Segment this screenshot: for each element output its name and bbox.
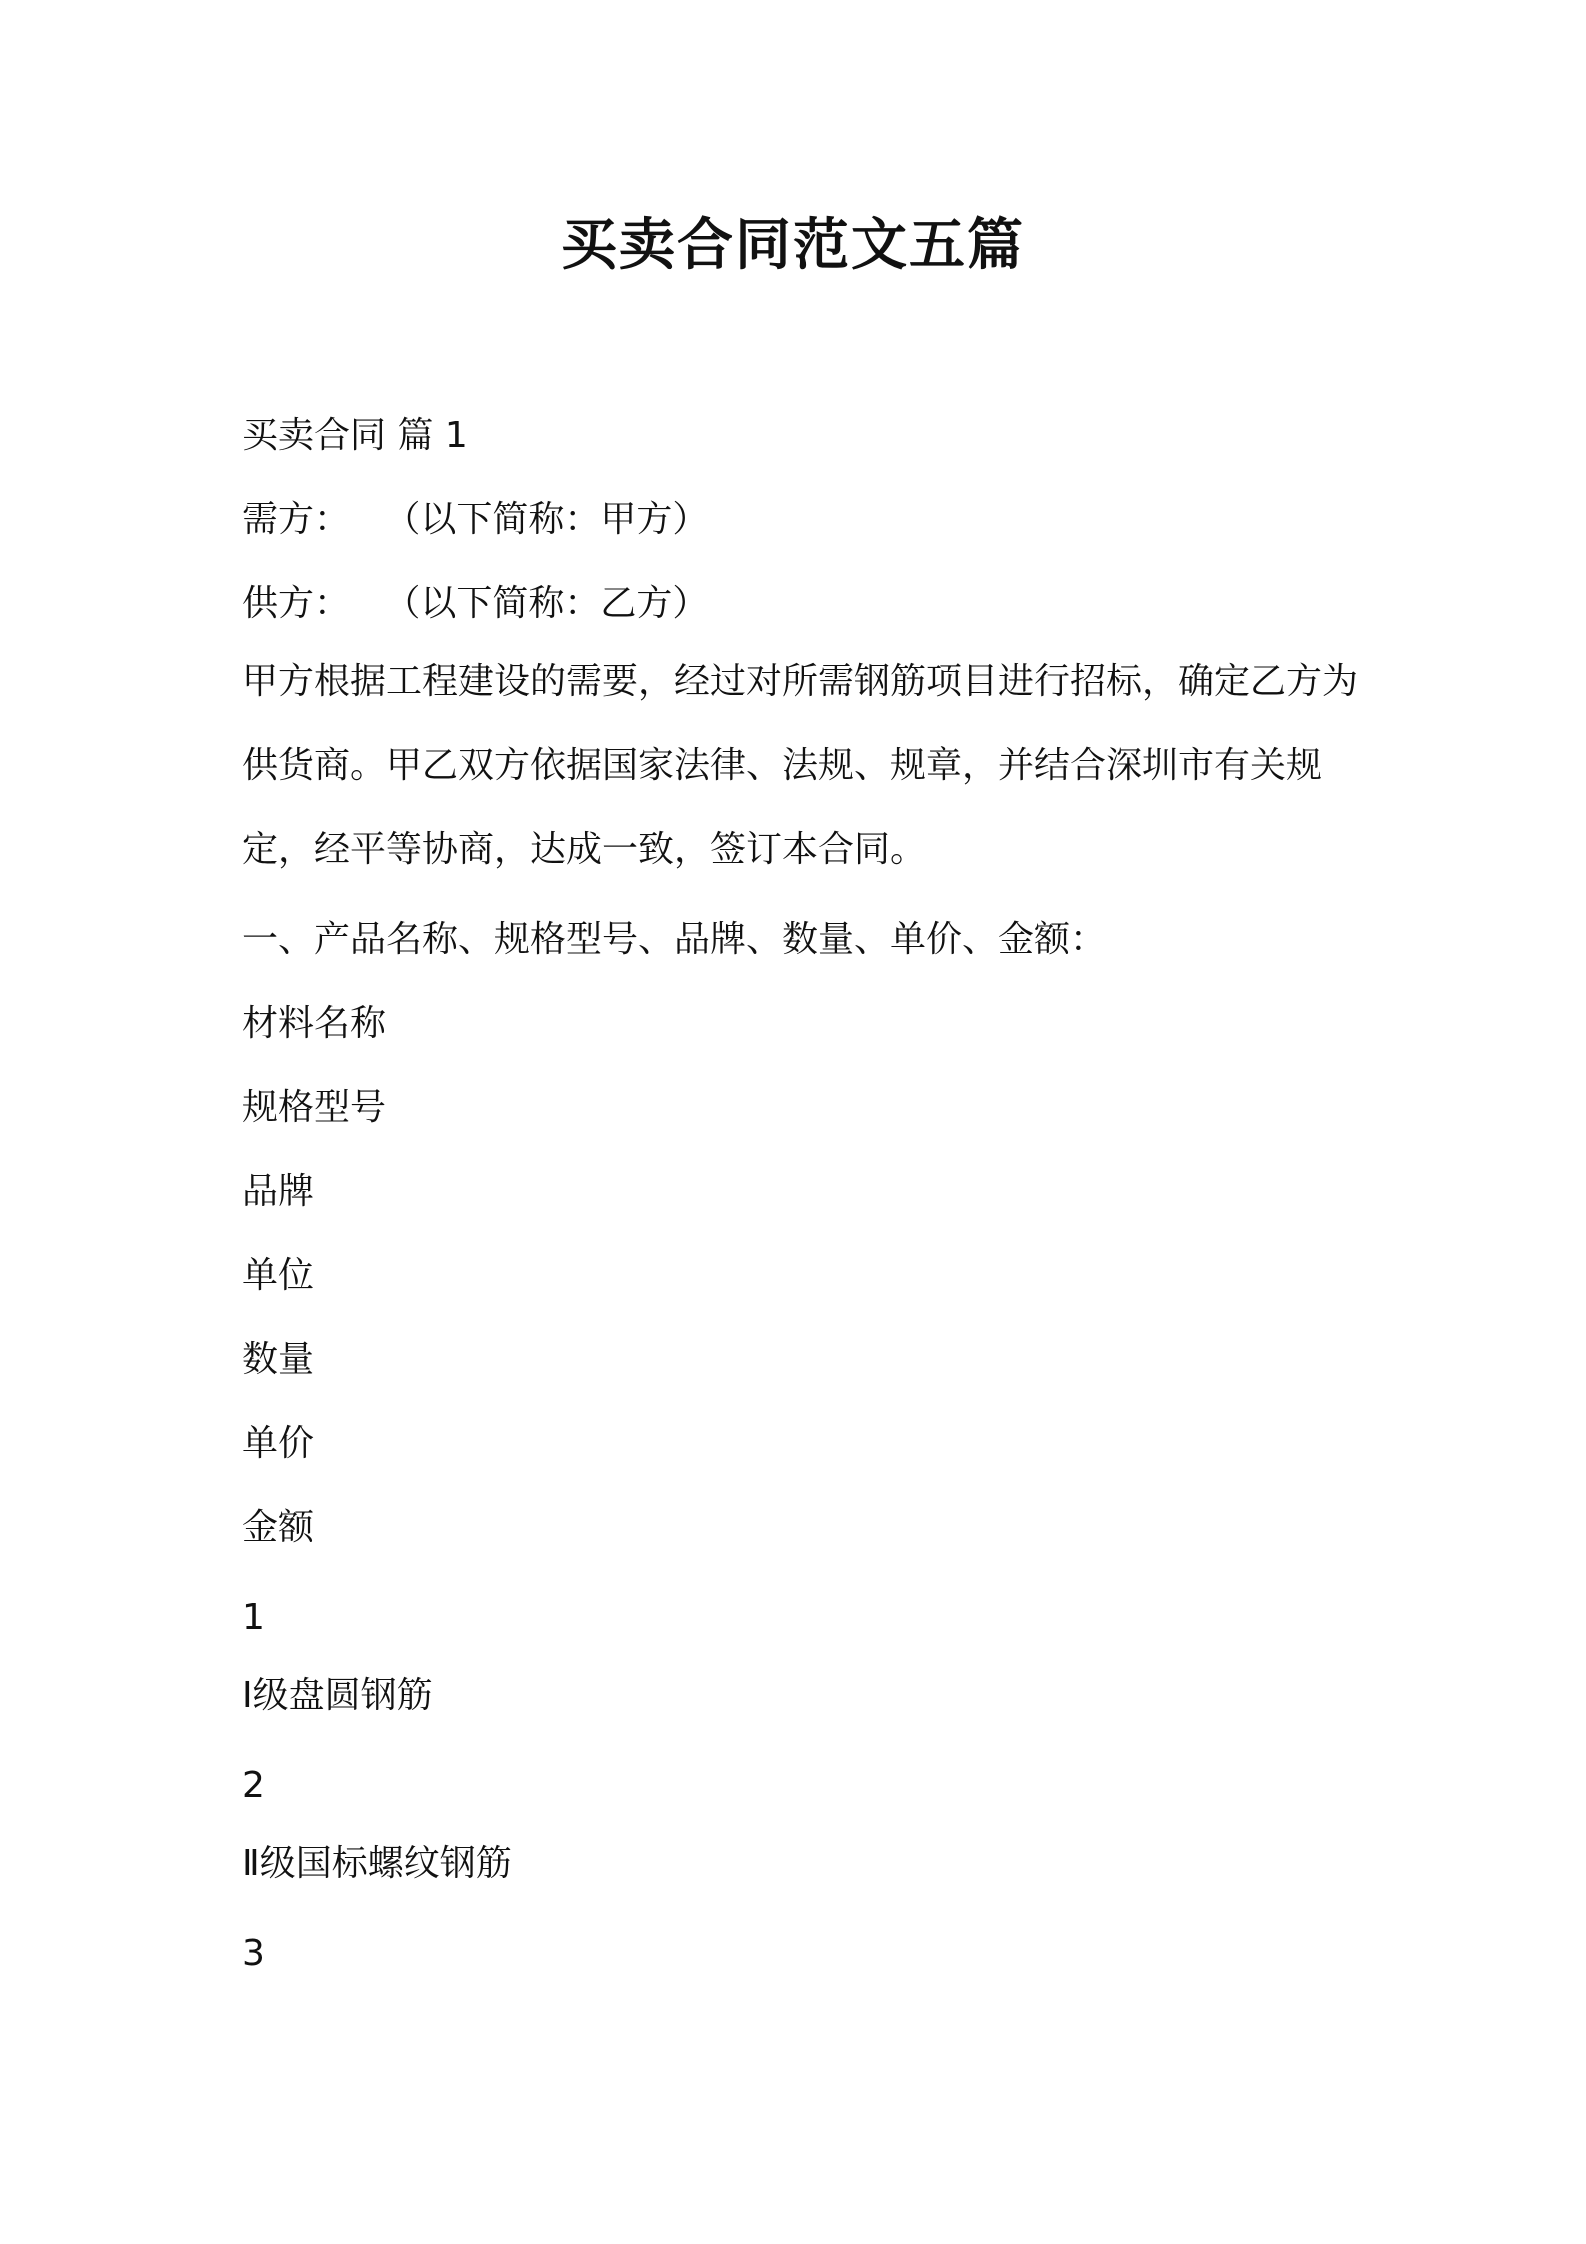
document-title: 买卖合同范文五篇 [561, 213, 1025, 278]
field-specification: 规格型号 [242, 1087, 387, 1128]
row-index-1: 1 [242, 1597, 265, 1638]
row-name-1: Ⅰ级盘圆钢筋 [242, 1675, 433, 1716]
field-brand: 品牌 [242, 1171, 315, 1212]
field-unit-price: 单价 [242, 1423, 315, 1464]
row-name-2: Ⅱ级国标螺纹钢筋 [242, 1843, 512, 1884]
field-amount: 金额 [242, 1507, 315, 1548]
row-index-2: 2 [242, 1765, 265, 1806]
field-material-name: 材料名称 [242, 1003, 387, 1044]
field-unit: 单位 [242, 1255, 315, 1296]
field-quantity: 数量 [242, 1339, 315, 1380]
contract-heading: 买卖合同 篇 1 [242, 415, 468, 456]
section-heading: 一、产品名称、规格型号、品牌、数量、单价、金额： [242, 919, 1107, 960]
buyer-line: 需方： （以下简称：甲方） [242, 499, 709, 540]
supplier-line: 供方： （以下简称：乙方） [242, 583, 709, 624]
intro-paragraph: 甲方根据工程建设的需要，经过对所需钢筋项目进行招标，确定乙方为供货商。甲乙双方依据国家法律、法规、规章，并结合深圳市有关规定，经平等协商，达成一致，签订本合同。 [242, 661, 1359, 870]
row-index-3: 3 [242, 1933, 265, 1974]
